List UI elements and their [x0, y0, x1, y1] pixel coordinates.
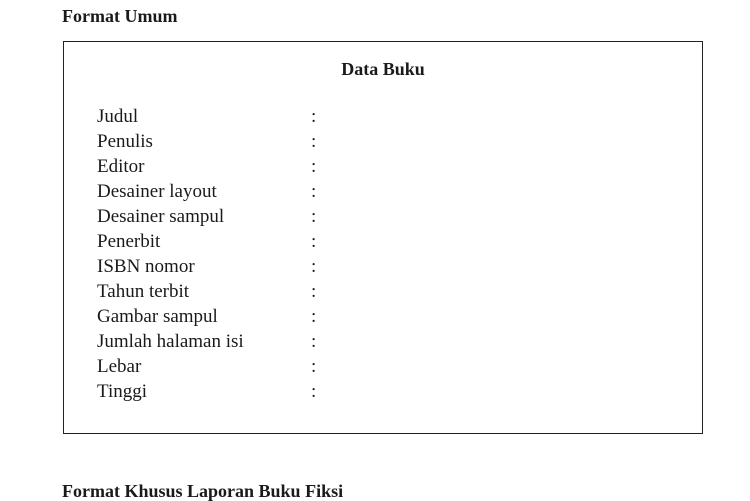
field-list	[97, 104, 657, 404]
section-heading-format-khusus: Format Khusus Laporan Buku Fiksi	[62, 481, 344, 501]
field-row	[97, 154, 657, 179]
field-label: Judul	[97, 106, 139, 127]
field-row	[97, 104, 657, 129]
field-label: ISBN nomor	[97, 256, 195, 277]
field-label: Penerbit	[97, 231, 161, 252]
field-label: Tinggi	[97, 381, 147, 402]
field-colon: :	[311, 331, 317, 352]
field-row	[97, 129, 657, 154]
field-colon: :	[311, 131, 317, 152]
field-row	[97, 254, 657, 279]
box-title: Data Buku	[341, 59, 425, 79]
field-label: Tahun terbit	[97, 281, 190, 302]
field-label: Desainer sampul	[97, 206, 225, 227]
field-row	[97, 204, 657, 229]
field-colon: :	[311, 381, 317, 402]
field-colon: :	[311, 156, 317, 177]
field-colon: :	[311, 181, 317, 202]
field-row	[97, 354, 657, 379]
field-row	[97, 179, 657, 204]
field-row	[97, 229, 657, 254]
field-colon: :	[311, 256, 317, 277]
field-label: Desainer layout	[97, 181, 217, 202]
field-label: Lebar	[97, 356, 142, 377]
field-colon: :	[311, 306, 317, 327]
field-colon: :	[311, 356, 317, 377]
field-label: Jumlah halaman isi	[97, 331, 244, 352]
section-heading-format-umum: Format Umum	[62, 6, 178, 26]
field-row	[97, 304, 657, 329]
field-colon: :	[311, 206, 317, 227]
field-colon: :	[311, 281, 317, 302]
field-row	[97, 329, 657, 354]
field-colon: :	[311, 106, 317, 127]
field-colon: :	[311, 231, 317, 252]
data-buku-box	[63, 41, 703, 434]
field-row	[97, 379, 657, 404]
field-row	[97, 279, 657, 304]
field-label: Editor	[97, 156, 145, 177]
field-label: Penulis	[97, 131, 153, 152]
field-label: Gambar sampul	[97, 306, 218, 327]
